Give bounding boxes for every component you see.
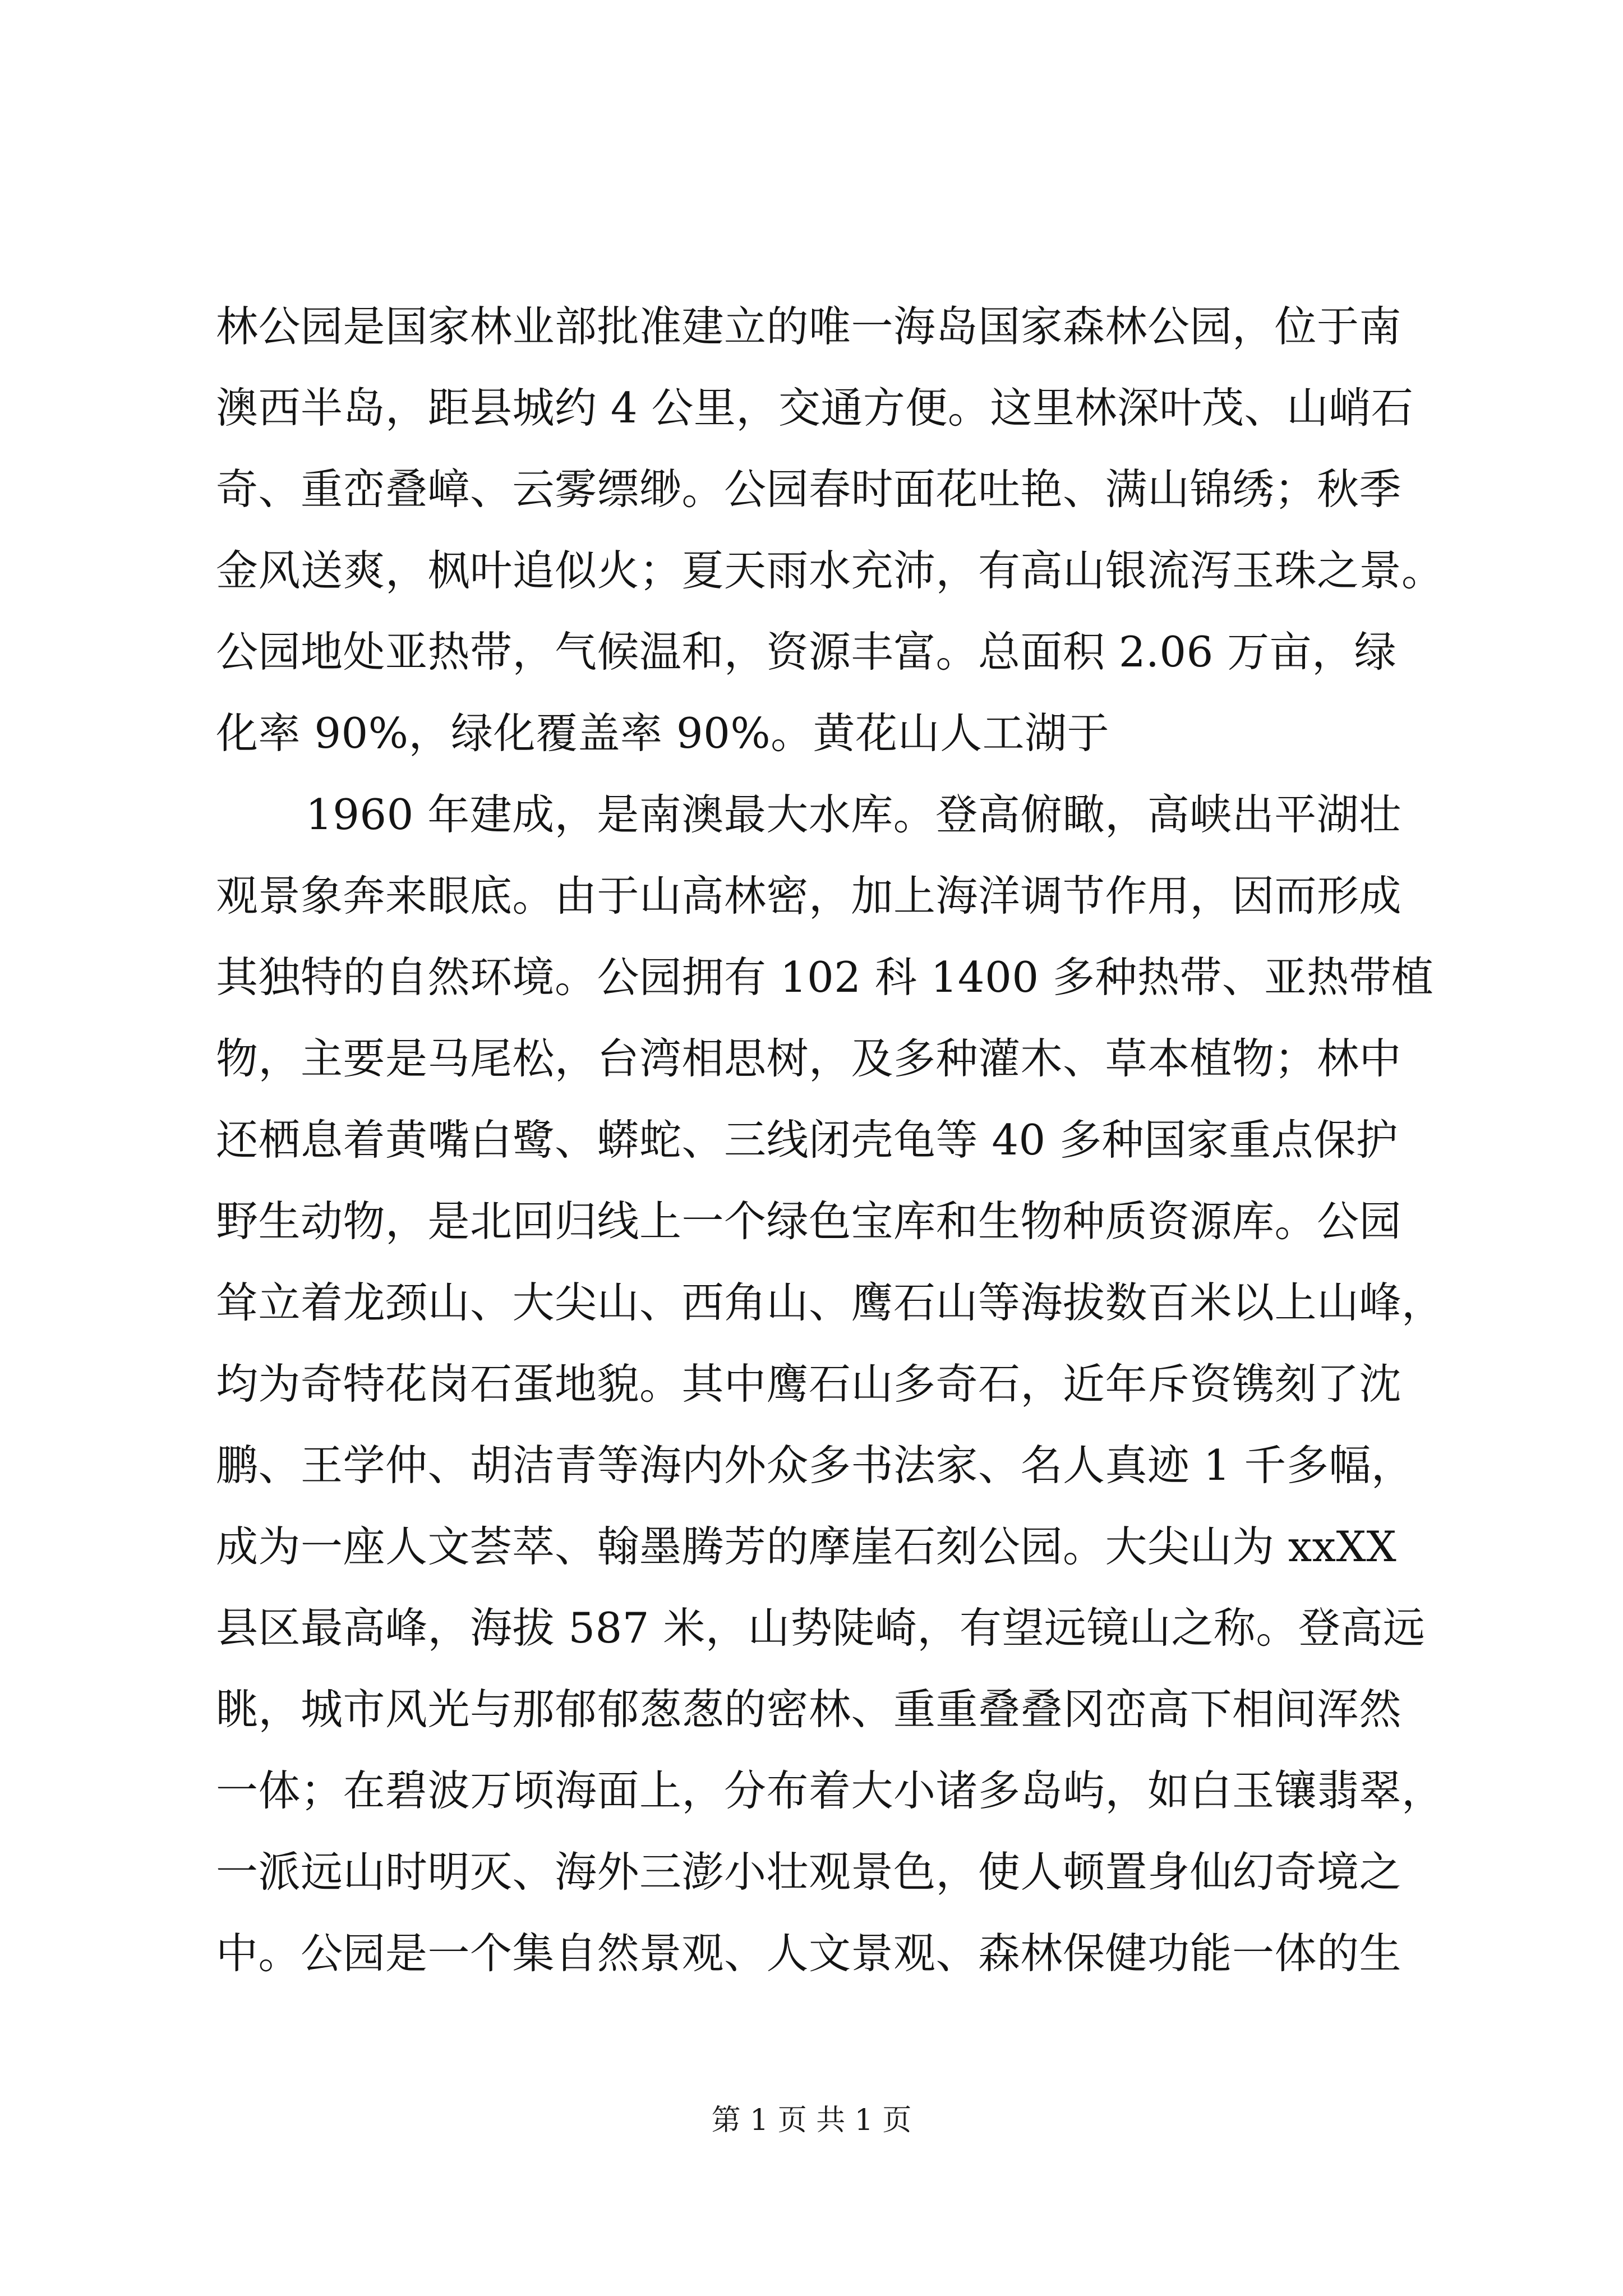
text-line: 观景象奔来眼底。由于山高林密，加上海洋调节作用，因而形成 [216, 871, 1402, 921]
text-line: 林公园是国家林业部批准建立的唯一海岛国家森林公园，位于南 [216, 302, 1402, 351]
page-number-label: 第 1 页 共 1 页 [711, 2104, 912, 2137]
text-line: 县区最高峰，海拔 587 米，山势陡崎，有望远镜山之称。登高远 [216, 1603, 1426, 1653]
text-line: 眺，城市风光与那郁郁葱葱的密林、重重叠叠冈峦高下相间浑然 [216, 1685, 1402, 1734]
page-footer [0, 2101, 1623, 2140]
text-line: 其独特的自然环境。公园拥有 102 科 1400 多种热带、亚热带植 [216, 953, 1434, 1002]
body-text [216, 286, 1444, 1994]
text-line: 野生动物，是北回归线上一个绿色宝库和生物种质资源库。公园 [216, 1197, 1402, 1246]
text-line: 奇、重峦叠嶂、云雾缥缈。公园春时面花吐艳、满山锦绣；秋季 [216, 464, 1402, 514]
text-line: 金风送爽，枫叶追似火；夏天雨水充沛，有高山银流泻玉珠之景。 [216, 546, 1444, 595]
text-line: 鹏、王学仲、胡洁青等海内外众多书法家、名人真迹 1 千多幅， [216, 1441, 1414, 1490]
text-line: 均为奇特花岗石蛋地貌。其中鹰石山多奇石，近年斥资镌刻了沈 [216, 1359, 1402, 1409]
text-line: 化率 90%，绿化覆盖率 90%。黄花山人工湖于 [216, 708, 1110, 758]
text-line: 物，主要是马尾松，台湾相思树，及多种灌木、草本植物；林中 [216, 1034, 1402, 1083]
text-line: 还栖息着黄嘴白鹭、蟒蛇、三线闭壳龟等 40 多种国家重点保护 [216, 1115, 1399, 1165]
text-line-indented: 1960 年建成，是南澳最大水库。登高俯瞰，高峡出平湖壮 [306, 790, 1401, 839]
text-line: 公园地处亚热带，气候温和，资源丰富。总面积 2.06 万亩，绿 [216, 627, 1397, 677]
text-line: 耸立着龙颈山、大尖山、西角山、鹰石山等海拔数百米以上山峰， [216, 1278, 1444, 1327]
text-line: 一体；在碧波万顷海面上，分布着大小诸多岛屿，如白玉镶翡翠， [216, 1766, 1444, 1815]
text-line: 中。公园是一个集自然景观、人文景观、森林保健功能一体的生 [216, 1929, 1402, 1978]
text-line: 一派远山时明灭、海外三澎小壮观景色，使人顿置身仙幻奇境之 [216, 1847, 1402, 1897]
text-line: 澳西半岛，距县城约 4 公里，交通方便。这里林深叶茂、山峭石 [216, 383, 1414, 432]
text-line: 成为一座人文荟萃、翰墨腾芳的摩崖石刻公园。大尖山为 xxXX [216, 1522, 1397, 1571]
